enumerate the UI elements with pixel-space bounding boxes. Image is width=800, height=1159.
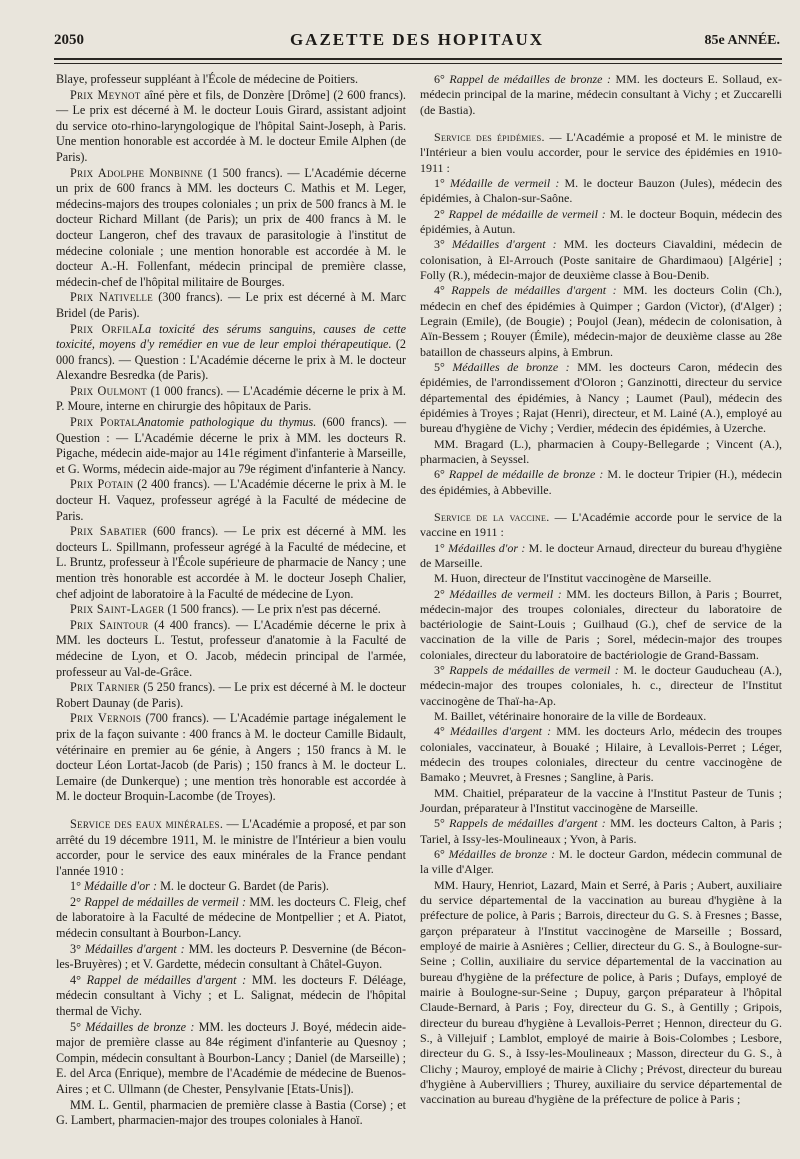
paragraph: [420, 786, 782, 817]
paragraph: [420, 587, 782, 664]
paragraph: [56, 680, 406, 711]
paragraph-tail: MM. les docteurs Arlo, médecin des troupes coloniales, vaccinateur, à Bouaké ; Hilaire, à Levallois-Perret ; Léger, médecin des troupes coloniales, directeur du centre vaccinogène de Bamako ; Meuvret, à Fresnes ; Sangline, à Paris.: [420, 724, 782, 785]
paragraph: [56, 72, 406, 88]
paragraph: [420, 283, 782, 360]
paragraph-lead: 6°: [434, 467, 449, 482]
page-number: 2050: [54, 32, 84, 48]
section-paragraph: [420, 510, 782, 541]
paragraph: [56, 477, 406, 524]
paragraph: [420, 237, 782, 283]
header-rule-thick: [54, 58, 782, 60]
paragraph-text: M. Baillet, vétérinaire honoraire de la ville de Bordeaux.: [434, 709, 707, 724]
paragraph: [56, 942, 406, 973]
paragraph-italic: Rappels de médailles de vermeil :: [449, 663, 619, 678]
paragraph: [420, 663, 782, 709]
section-paragraph: [56, 817, 406, 879]
paragraph-text: (1 500 francs). — Le prix n'est pas décerné.: [164, 602, 381, 617]
paragraph-italic: Rappel de médaille de bronze :: [448, 467, 604, 482]
paragraph-tail: L'Académie décerne le prix à M. le docteur Alexandre Besredka (de Paris).: [56, 352, 406, 383]
paragraph-text: (700 francs). — L'Académie partage inégalement le prix de la façon suivante : 400 francs à M. le docteur Camille Bidault, vétérinaire en premier au 6e génie, à Angers ; 150 francs à M. le docteur Léon Lortat-Jacob (de Paris) ; 150 francs à M. le docteur L. Lemaire (de Dunkerque) ; une mention très honorable est accordée à M. le docteur Broquin-Lacombe (de Troyes).: [56, 711, 406, 804]
paragraph-text: — L'Académie a proposé et M. le ministre de l'Intérieur a bien voulu accorder, pour le service des épidémies en 1910-1911 :: [420, 129, 782, 175]
paragraph-italic: Rappel de médaille de vermeil :: [448, 206, 606, 221]
paragraph-lead: Prix Nativelle: [70, 290, 154, 305]
paragraph-text: MM. Chaitiel, préparateur de la vaccine à l'Institut Pasteur de Tunis ; Jourdan, préparateur à l'Institut vaccinogène de Marseille.: [420, 785, 782, 816]
paragraph: [56, 322, 406, 384]
paragraph-tail: MM. les docteurs C. Fleig, chef de laboratoire à la Faculté de médecine de Montpellier ; et A. Piatot, médecin consultant à Bourbon-Lancy.: [56, 894, 407, 941]
paragraph-italic: Médailles de vermeil :: [449, 586, 562, 601]
paragraph-italic: Médailles d'argent :: [84, 941, 185, 956]
paragraph-text: (2 400 francs). — L'Académie décerne le prix à M. le docteur H. Vaquez, professeur agrégé à la Faculté de médecine de Paris.: [56, 477, 406, 523]
paragraph-lead: Prix Orfila: [70, 321, 139, 336]
paragraph-text: (2 000 francs). — Question :: [56, 337, 406, 367]
paragraph-lead: 1°: [70, 879, 85, 894]
paragraph-italic: Rappels de médailles d'argent :: [451, 283, 617, 298]
paragraph-lead: 5°: [434, 359, 453, 374]
paragraph-lead: 4°: [434, 283, 452, 298]
paragraph-tail: M. le docteur Gardon, médecin communal de la ville d'Alger.: [420, 847, 782, 877]
paragraph-lead: 5°: [434, 816, 450, 831]
paragraph-italic: La toxicité des sérums sanguins, causes de cette toxicité, moyens d'y remédier en vue de leur emploi thérapeutique.: [56, 321, 406, 352]
paragraph-lead: 1°: [434, 175, 450, 190]
paragraph: [56, 1098, 406, 1129]
paragraph-lead: 2°: [434, 206, 449, 221]
paragraph: [420, 847, 782, 878]
left-column: [56, 72, 406, 1129]
paragraph-tail: — L'Académie décerne le prix à MM. les docteurs R. Pigache, médecin aide-major au 141e régiment d'infanterie à Marseille, et G. Worms, médecin aide-major au 79e régiment d'infanterie à Nancy.: [56, 430, 406, 476]
paragraph-lead: Service de la vaccine.: [434, 509, 550, 524]
page-header: [54, 30, 780, 56]
paragraph-lead: 4°: [70, 972, 87, 987]
paragraph: [420, 724, 782, 785]
paragraph-tail: MM. les docteurs Ciavaldini, médecin de colonisation, à El-Arrouch (Poste sanitaire de Ghardimaou) [Algérie] ; Folly (R.), médecin-major de deuxième classe à Bou-Denib.: [420, 237, 782, 282]
paragraph-lead: Service des eaux minérales.: [70, 816, 224, 831]
paragraph-italic: Médaille d'or :: [84, 879, 158, 894]
paragraph-lead: 6°: [434, 72, 450, 86]
paragraph: [420, 709, 782, 724]
paragraph-tail: M. le docteur Bauzon (Jules), médecin des épidémies, à Chalon-sur-Saône.: [420, 175, 782, 206]
paragraph: [420, 571, 782, 586]
header-rule-thin: [54, 63, 782, 64]
paragraph: [56, 973, 406, 1020]
paragraph-lead: Prix Vernois: [70, 711, 142, 726]
paragraph: [420, 437, 782, 468]
paragraph-lead: 4°: [434, 724, 450, 739]
paragraph: [56, 524, 406, 602]
paragraph-italic: Rappels de médailles d'argent :: [449, 816, 606, 831]
paragraph-text: aîné père et fils, de Donzère [Drôme] (2 600 francs). — Le prix est décerné à M. le docteur Louis Girard, assistant adjoint du service oto-rhino-laryngologique de l'hôpital Saint-Joseph, à Paris. Une mention honorable est accordée à M. le docteur Emile Alphen (de Paris).: [56, 87, 406, 164]
paragraph: [56, 290, 406, 321]
paragraph-italic: Médailles d'argent :: [451, 237, 557, 252]
paragraph-lead: 3°: [70, 941, 85, 956]
paragraph-tail: MM. les docteurs J. Boyé, médecin aide-major de première classe au 84e régiment d'infanterie au Quesnoy ; Compin, médecin consultant à Bourbon-Lancy ; Daniel (de Marseille) ; E. del Arca (Enrique), membre de l'Académie de médecine de Buenos-Aires ; et C. Ullmann (de Chester, Pensylvanie [Etats-Unis]).: [56, 1019, 406, 1096]
paragraph-lead: Prix Saintour: [70, 617, 149, 632]
paragraph-tail: M. le docteur Tripier (H.), médecin des épidémies, à Abbeville.: [420, 467, 782, 497]
paragraph-lead: Prix Tarnier: [70, 680, 140, 695]
paragraph-lead: Prix Saint-Lager: [70, 602, 165, 617]
paragraph-tail: MM. les docteurs P. Desvernine (de Bécon-les-Bruyères) ; et V. Gardette, médecin consultant à Châtel-Guyon.: [56, 941, 407, 972]
paragraph: [56, 602, 406, 618]
paragraph-italic: Rappel de médailles d'argent :: [86, 972, 247, 987]
paragraph-tail: MM. les docteurs F. Déléage, médecin consultant à Vichy ; et L. Salignat, médecin de l'hôpital thermal de Vichy.: [56, 972, 406, 1019]
paragraph-text: MM. Haury, Henriot, Lazard, Main et Serré, à Paris ; Aubert, auxiliaire du service départemental de la vaccination au bureau d'hygiène à la préfecture de police, à Paris ; Barrois, directeur du G. S. à Fresnes ; Basse, garçon préparateur à l'Institut vaccinogène de Marseille ; Bossard, employé de mairie à Asnières ; Cellier, directeur du G. S., à Boulogne-sur-Seine ; Collin, auxiliaire du service départemental de la vaccination au bureau d'hygiène de la préfecture de police, à Paris ; Dufays, employé de mairie à Boulogne-sur-Seine ; Dupuy, garçon préparateur à l'hôpital Claude-Bernard, à Paris ; Foy, directeur du G. S., à Gentilly ; Gripois, directeur du bureau d'hygiène à Levallois-Perret ; Hennon, directeur du G. S., à Villejuif ; Lamblot, employé de mairie à Bois-Colombes ; Lesbore, directeur du G. S., à Issy-les-Moulineaux ; Masson, directeur du G. S., à Clichy ; Mauroy, employé de mairie à Clichy ; Prévost, directeur du bureau d'hygiène à Aubervilliers ; Thurey, auxiliaire du service départemental de vaccination au bureau d'hygiène de la préfecture de police à Paris ;: [420, 877, 782, 1107]
paragraph-italic: Rappel de médailles de bronze :: [449, 72, 611, 86]
paragraph-tail: MM. les docteurs Billon, à Paris ; Bourret, médecin-major des troupes coloniales, directeur du laboratoire de bactériologie de Saint-Louis ; Guilhaud (G.), chef de service de la vaccination de la ville de Paris ; Sorel, médecin-major des troupes coloniales, directeur du laboratoire de bactériologie de Grand-Bassam.: [420, 586, 782, 662]
paragraph-lead: Prix Portal: [70, 415, 138, 430]
paragraph: [420, 72, 782, 118]
journal-year: 85e ANNÉE.: [704, 33, 780, 48]
paragraph-lead: Prix Adolphe Monbinne: [70, 165, 204, 180]
paragraph: [420, 176, 782, 207]
paragraph-text: (600 francs). — Question :: [56, 415, 407, 445]
paragraph: [56, 711, 406, 805]
paragraph-lead: 5°: [70, 1019, 86, 1034]
paragraph-tail: M. le docteur G. Bardet (de Paris).: [157, 879, 329, 894]
paragraph-text: (600 francs). — Le prix est décerné à MM. les docteurs L. Spillmann, professeur agrégé à la Faculté de médecine, et L. Bruntz, professeur à l'École supérieure de pharmacie de Nancy ; une mention très honorable est accordée à M. le docteur Joseph Chalier, chef adjoint de laboratoire à la Faculté de médecine de Lyon.: [56, 524, 406, 601]
paragraph-lead: Service des épidémies.: [434, 129, 545, 144]
paragraph-text: (300 francs). — Le prix est décerné à M. Marc Bridel (de Paris).: [56, 290, 406, 320]
paragraph: [56, 618, 406, 680]
paragraph-tail: M. le docteur Arnaud, directeur du bureau d'hygiène de Marseille.: [420, 540, 782, 570]
paragraph-lead: Prix Potain: [70, 477, 134, 492]
section-paragraph: [420, 130, 782, 176]
paragraph-lead: Prix Oulmont: [70, 383, 147, 398]
paragraph-text: — L'Académie a proposé, et par son arrêté du 19 décembre 1911, M. le ministre de l'Intérieur a bien voulu accorder, pour le service des eaux minérales de la France pendant l'année 1910 :: [56, 816, 406, 878]
paragraph: [420, 360, 782, 437]
paragraph-text: — L'Académie accorde pour le service de la vaccine en 1911 :: [420, 509, 782, 540]
paragraph-tail: M. le docteur Gauducheau (A.), médecin-major des troupes coloniales, h. c., directeur de l'Institut vaccinogène de Thaï-ha-Ap.: [420, 663, 782, 708]
paragraph: [420, 878, 782, 1108]
paragraph-text: (4 400 francs). — L'Académie décerne le prix à MM. les docteurs L. Testut, professeur d'anatomie à la Faculté de médecine de Lyon, et O. Jacob, médecin principal de l'armée, professeur au Val-de-Grâce.: [56, 617, 406, 679]
paragraph: [420, 541, 782, 572]
paragraph-italic: Médaille de vermeil :: [449, 175, 560, 190]
paragraph-italic: Médailles de bronze :: [85, 1019, 195, 1034]
paragraph: [56, 1020, 406, 1098]
paragraph-tail: MM. les docteurs Caron, médecin des épidémies, de l'arrondissement d'Oloron ; Ganzinotti, directeur du service départemental des épidémies, à Nancy ; Laumet (Paul), médecin des épidémies à Troyes ; Rajat (Henri), directeur, et M. Lainé (A.), employé au bureau d'hygiène de Vichy ; Verdier, médecin des épidémies, à Uzerche.: [420, 359, 782, 436]
paragraph-lead: Prix Sabatier: [70, 524, 147, 539]
paragraph: [56, 384, 406, 415]
paragraph: [56, 166, 406, 291]
paragraph-italic: Médailles de bronze :: [452, 359, 570, 374]
paragraph-italic: Rappel de médailles de vermeil :: [84, 894, 247, 909]
paragraph-text: M. Huon, directeur de l'Institut vaccinogène de Marseille.: [434, 571, 712, 586]
paragraph-tail: MM. les docteurs Calton, à Paris ; Tariel, à Issy-les-Moulineaux ; Yvon, à Paris.: [420, 816, 782, 846]
paragraph: [420, 207, 782, 238]
paragraph-text: (5 250 francs). — Le prix est décerné à M. le docteur Robert Daunay (de Paris).: [56, 680, 406, 710]
paragraph: [56, 895, 406, 942]
paragraph-text: MM. L. Gentil, pharmacien de première classe à Bastia (Corse) ; et G. Lambert, pharmacien-major des troupes coloniales à Hanoï.: [56, 1097, 406, 1128]
paragraph-lead: Prix Meynot: [70, 87, 141, 102]
paragraph-italic: Médailles d'argent :: [449, 724, 552, 739]
paragraph: [420, 816, 782, 847]
paragraph-lead: 6°: [434, 847, 449, 862]
paragraph-lead: 3°: [434, 663, 450, 678]
paragraph-lead: 3°: [434, 237, 452, 252]
paragraph: [56, 88, 406, 166]
paragraph-italic: Médailles d'or :: [448, 540, 526, 555]
paragraph-text: Blaye, professeur suppléant à l'École de médecine de Poitiers.: [56, 72, 359, 86]
paragraph-text: MM. Bragard (L.), pharmacien à Coupy-Bellegarde ; Vincent (A.), pharmacien, à Seyssel.: [420, 436, 782, 466]
paragraph-text: (1 500 francs). — L'Académie décerne un prix de 600 francs à MM. les docteurs C. Mathis et M. Leger, médecins-majors des troupes coloniales ; un prix de 500 francs à M. le docteur Richard Millant (de Paris); un prix de 400 francs à M. le docteur Langeron, chef des travaux de parasitologie à l'institut de médecine coloniale ; une mention honorable est accordée à M. le docteur A.-H. Follenfant, médecin principal de première classe, médecin-chef de l'hôpital militaire de Bourges.: [56, 165, 406, 289]
paragraph-tail: M. le docteur Boquin, médecin des épidémies, à Autun.: [420, 206, 782, 236]
right-column: [420, 72, 782, 1108]
paragraph-lead: 1°: [434, 540, 449, 555]
paragraph-italic: Médailles de bronze :: [448, 847, 556, 862]
paragraph: [420, 467, 782, 498]
paragraph-lead: 2°: [70, 894, 85, 909]
journal-title: GAZETTE DES HOPITAUX: [289, 30, 545, 49]
paragraph-text: (1 000 francs). — L'Académie décerne le prix à M. P. Moure, interne en chirurgie des hôpitaux de Paris.: [56, 383, 406, 414]
paragraph: [56, 415, 406, 477]
paragraph-tail: MM. les docteurs E. Sollaud, ex-médecin principal de la marine, médecin consultant à Vichy ; et Zuccarelli (de Bastia).: [420, 72, 782, 117]
paragraph-italic: Anatomie pathologique du thymus.: [137, 415, 317, 430]
paragraph: [56, 879, 406, 895]
paragraph-tail: MM. les docteurs Colin (Ch.), médecin en chef des épidémies à Quimper ; Gardon (Victor), (d'Alger) ; Legrain (Emile), (de Bougie) ; Poujol (Jean), médecin de colonisation, à Aïn-Bessem ; Rouyer (Émile), médecin-major de deuxième classe au 28e bataillon de chasseurs alpins, à Embrun.: [420, 283, 782, 359]
paragraph-lead: 2°: [434, 586, 450, 601]
